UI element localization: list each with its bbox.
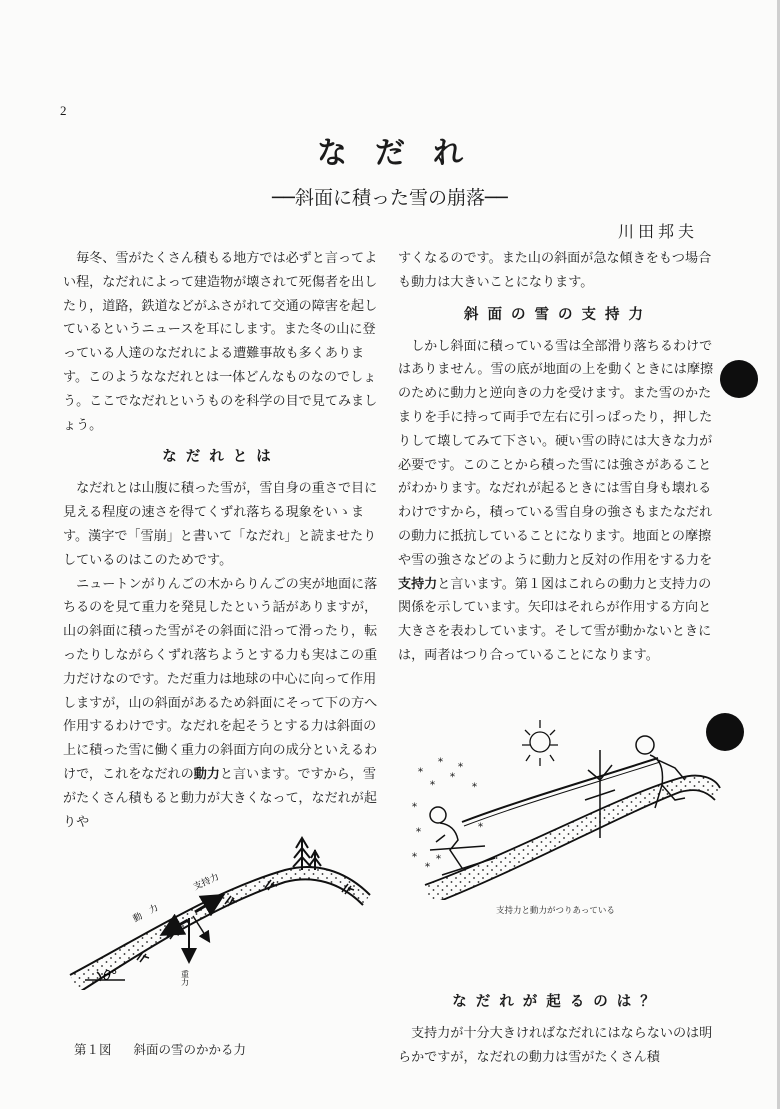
section-heading: なだれとは: [162, 449, 280, 466]
figure-2-tug-illustration: [400, 700, 730, 900]
figure-number: 第１図: [74, 1042, 112, 1057]
svg-text:*: *: [450, 772, 455, 783]
page-number: 2: [60, 103, 67, 118]
figure-2-caption: 支持力と動力がつりあっている: [496, 906, 615, 916]
author-name: 川田邦夫: [617, 222, 698, 241]
svg-text:*: *: [430, 780, 435, 791]
svg-text:*: *: [418, 767, 423, 778]
paragraph-text: と言います。ですから，雪がたくさん積もると動力が大きくなって，なだれが起りや: [63, 766, 377, 830]
rope: [464, 762, 660, 826]
section-heading: 斜面の雪の支持力: [464, 306, 652, 323]
paragraph: すくなるのです。また山の斜面が急な傾きをもつ場合も動力は大きいことになります。: [398, 251, 712, 290]
paragraph: [398, 335, 718, 668]
term-support-force: 支持力: [398, 576, 438, 592]
figure-caption-text: 斜面の雪のかかる力: [133, 1042, 247, 1057]
right-column-bottom: [398, 982, 718, 1070]
tree-icon: [293, 838, 321, 870]
svg-text:*: *: [472, 782, 477, 793]
binder-hole: [720, 360, 758, 398]
svg-text:*: *: [412, 802, 417, 813]
svg-text:*: *: [438, 757, 443, 768]
svg-text:*: *: [478, 822, 483, 833]
left-column: [63, 247, 379, 834]
paragraph-text: と言います。第１図はこれらの動力と支持力の関係を示しています。矢印はそれらが作用する方向と大きさを表わしています。そして雪が動かないときには，両者はつり合っていることになります。: [398, 576, 712, 663]
figure-1-slope-forces: [55, 820, 385, 990]
gravity-label: 重力: [180, 970, 190, 986]
snowflake-icons: [412, 757, 483, 873]
svg-text:*: *: [436, 854, 441, 865]
svg-text:*: *: [425, 862, 430, 873]
paragraph: なだれとは山腹に積った雪が，雪自身の重さで目に見える程度の速さを得てくずれ落ちる現象をいゝます。漢字で「雪崩」と書いて「なだれ」と読ませたりしているのはこのためです。: [63, 481, 378, 568]
intro-paragraph: 毎冬、雪がたくさん積もる地方では必ずと言ってよい程，なだれによって建造物が壊されて死傷者を出したり，道路，鉄道などがふさがれて交通の障害を起しているというニュースを耳にします。また冬の山に登っている人達のなだれによる遭難事故も多くあります。このようななだれとは一体どんなものなのでしょう。ここでなだれというものを科学の目で見てみましょう。: [63, 251, 378, 433]
section-heading: なだれが起るのは？: [452, 994, 664, 1010]
svg-text:*: *: [458, 762, 463, 773]
article-subtitle: ──斜面に積った雪の崩落──: [272, 187, 508, 209]
article-title: なだれ: [317, 136, 491, 171]
sun-icon: [522, 720, 558, 766]
figure-1-caption: [74, 1040, 268, 1058]
right-column: [398, 247, 718, 668]
paragraph-text: ニュートンがりんごの木からりんごの実が地面に落ちるのを見て重力を発見したという話がありますが，山の斜面に積った雪がその斜面に沿って滑ったり，転ったりしながらくずれ落ちようとする力も実はこの重力だけなのです。ただ重力は地球の中心に向って作用しますが，山の斜面があるため斜面にそって下の方へ作用するわけです。なだれを起そうとする力は斜面の上に積った雪に働く重力の斜面方向の成分といえるわけで，これをなだれの: [63, 576, 378, 782]
paragraph: 支持力が十分大きければなだれにはならないのは明らかですが，なだれの動力は雪がたくさん積: [398, 1026, 713, 1065]
svg-text:*: *: [416, 827, 421, 838]
paragraph-text: しかし斜面に積っている雪は全部滑り落ちるわけではありません。雪の底が地面の上を動くときには摩擦のために動力と逆向きの力を受けます。また雪のかたまりを手に持って両手で左右に引っぱったり，押したりして壊してみて下さい。硬い雪の時には大きな力が必要です。このことから積った雪には強さがあることがわかります。なだれが起るときには雪自身も壊れるわけですから，積っている雪自身の強さもまたなだれの動力に抵抗していることになります。地面との摩擦や雪の強さなどのように動力と反対の作用をする力を: [398, 338, 714, 568]
driving-force-label: 動 力: [131, 903, 161, 925]
svg-text:*: *: [412, 852, 417, 863]
angle-label: θ°: [103, 969, 118, 984]
support-force-label: 支持力: [192, 872, 221, 893]
paragraph: [63, 573, 379, 835]
term-driving-force: 動力: [193, 766, 220, 782]
